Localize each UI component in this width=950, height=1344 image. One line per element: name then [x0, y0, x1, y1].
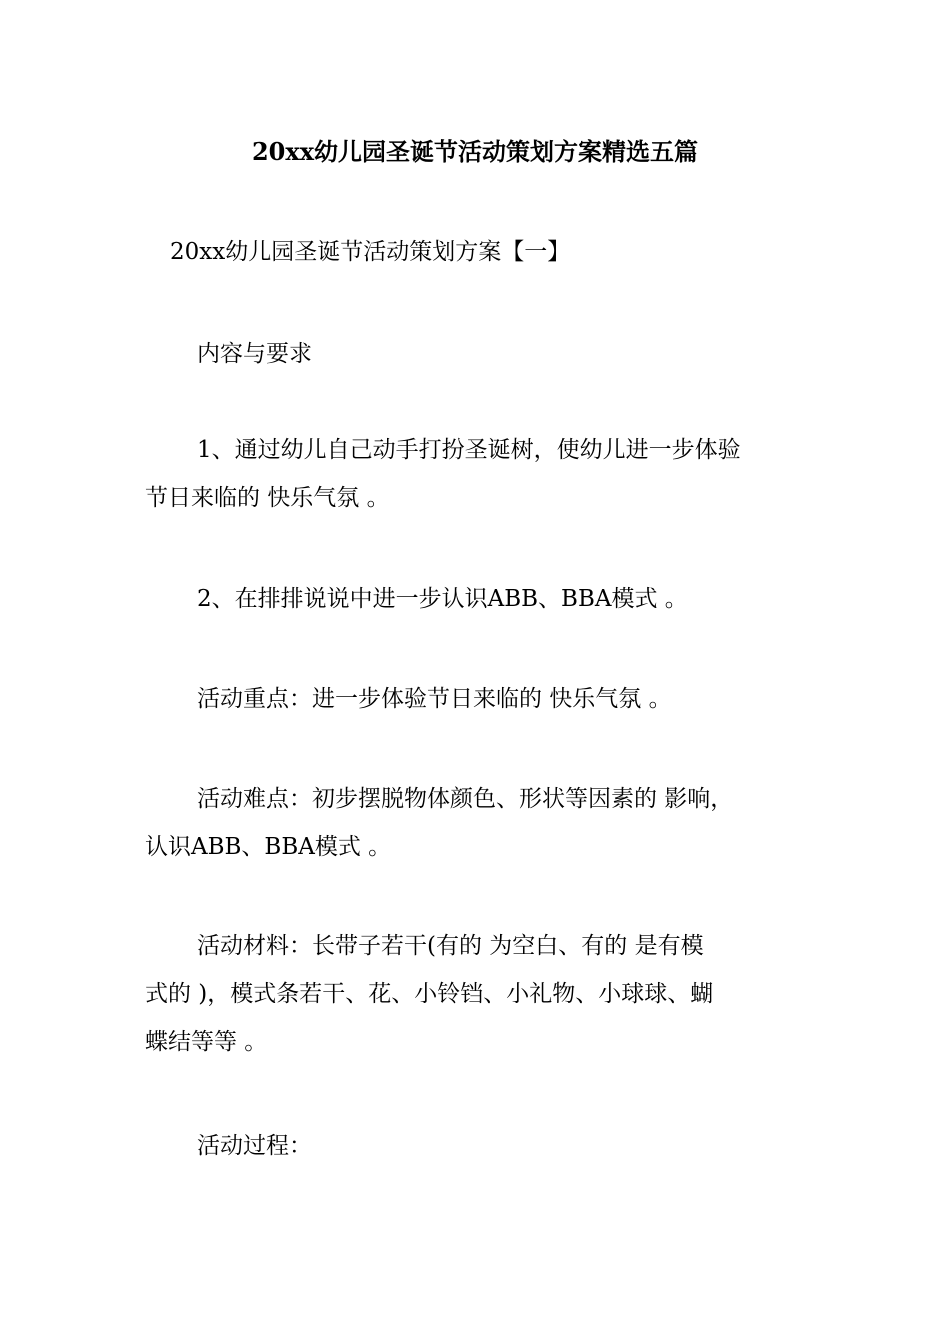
document-title: 20xx幼儿园圣诞节活动策划方案精选五篇 [251, 137, 698, 166]
paragraph-key-point [145, 675, 835, 723]
paragraph-line: 活动难点：初步摆脱物体颜色、形状等因素的 影响， [197, 786, 734, 812]
paragraph-line: 活动材料：长带子若干(有的 为空白、有的 是有模 [197, 933, 704, 959]
paragraph-content-requirements [145, 330, 835, 378]
section-heading: 20xx幼儿园圣诞节活动策划方案【一】 [170, 239, 571, 265]
paragraph-line: 内容与要求 [197, 341, 312, 367]
paragraph-line: 节日来临的 快乐气氛 。 [145, 485, 390, 511]
paragraph-line: 蝶结等等 。 [145, 1029, 268, 1055]
paragraph-line: 活动重点：进一步体验节日来临的 快乐气氛 。 [197, 686, 672, 712]
paragraph-goal-2 [145, 575, 835, 623]
paragraph-line: 认识ABB、BBA模式 。 [145, 834, 392, 860]
paragraph-difficulty [145, 775, 835, 871]
paragraph-line: 1、通过幼儿自己动手打扮圣诞树，使幼儿进一步体验 [197, 437, 741, 463]
paragraph-line: 式的 )，模式条若干、花、小铃铛、小礼物、小球球、蝴 [145, 981, 714, 1007]
paragraph-process [145, 1122, 835, 1170]
paragraph-goal-1 [145, 426, 835, 522]
paragraph-materials [145, 922, 835, 1066]
paragraph-line: 活动过程： [197, 1133, 312, 1159]
paragraph-line: 2、在排排说说中进一步认识ABB、BBA模式 。 [197, 586, 688, 612]
